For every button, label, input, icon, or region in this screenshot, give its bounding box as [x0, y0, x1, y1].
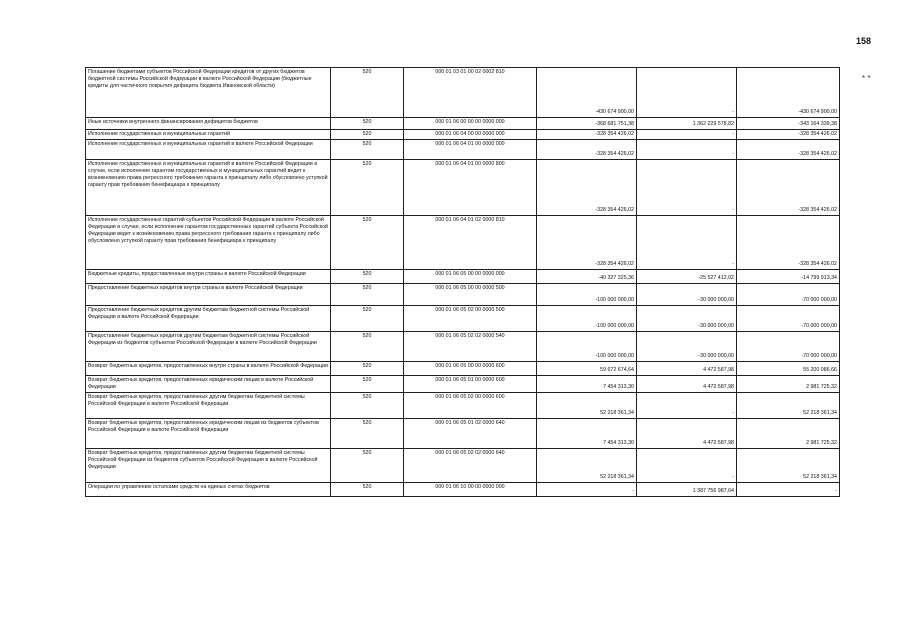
row-admin-code: 520	[331, 482, 404, 496]
row-approved: -100 000 000,00	[537, 332, 637, 362]
row-approved: 59 672 674,64	[537, 362, 637, 376]
table-row	[86, 376, 840, 393]
row-name: Возврат бюджетных кредитов, предоставленных юридическим лицам из бюджетов субъектов Российской Федерации в валюте Российской Федерации	[86, 418, 331, 448]
row-name: Исполнение государственных и муниципальных гарантий	[86, 130, 331, 140]
table-row	[86, 418, 840, 448]
row-admin-code: 520	[331, 284, 404, 306]
row-executed: -30 000 000,00	[637, 284, 737, 306]
row-executed: -	[637, 140, 737, 160]
row-classification-code: 000 01 06 05 02 02 0000 540	[404, 332, 537, 362]
row-executed: 1 387 756 987,64	[637, 482, 737, 496]
row-name: Исполнение государственных и муниципальных гарантий в валюте Российской Федерации	[86, 140, 331, 160]
table-row	[86, 130, 840, 140]
row-approved: -100 000 000,00	[537, 306, 637, 332]
row-name: Исполнение государственных гарантий субъектов Российской Федерации в валюте Российской Федерации в случае, если исполнение гарантом государственных гарантий субъекта Российской Федерации ведет к возникновению права регрессного требования гаранта к принципалу либо обусловлено уступкой гаранту прав требования бенефициара к принципалу	[86, 216, 331, 270]
table-row	[86, 140, 840, 160]
row-remaining: -	[737, 482, 840, 496]
row-remaining: -328 354 426,02	[737, 216, 840, 270]
row-classification-code: 000 01 06 04 01 00 0000 000	[404, 140, 537, 160]
row-approved: -328 354 426,02	[537, 216, 637, 270]
row-classification-code: 000 01 06 05 00 00 0000 600	[404, 362, 537, 376]
row-name: Возврат бюджетных кредитов, предоставленных другим бюджетам бюджетной системы Российской Федерации в валюте Российской Федерации	[86, 392, 331, 418]
row-remaining: 55 200 086,66	[737, 362, 840, 376]
row-approved: -40 327 325,36	[537, 270, 637, 284]
row-admin-code: 520	[331, 306, 404, 332]
row-remaining: 2 981 725,32	[737, 376, 840, 393]
row-name: Бюджетные кредиты, предоставленные внутри страны в валюте Российской Федерации	[86, 270, 331, 284]
budget-sources-table	[85, 67, 840, 497]
table-row	[86, 306, 840, 332]
row-admin-code: 520	[331, 216, 404, 270]
row-admin-code: 520	[331, 392, 404, 418]
row-admin-code: 520	[331, 376, 404, 393]
row-classification-code: 000 01 06 00 00 00 0000 000	[404, 118, 537, 130]
row-approved: -430 674 900,00	[537, 68, 637, 118]
row-executed: 4 472 587,98	[637, 362, 737, 376]
row-admin-code: 520	[331, 418, 404, 448]
table-row	[86, 216, 840, 270]
row-classification-code: 000 01 06 05 01 00 0000 600	[404, 376, 537, 393]
row-remaining: 52 218 361,34	[737, 392, 840, 418]
table-row	[86, 392, 840, 418]
row-name: Возврат бюджетных кредитов, предоставленных юридическим лицам в валюте Российской Федерации	[86, 376, 331, 393]
row-remaining: -328 354 426,02	[737, 130, 840, 140]
table-row	[86, 362, 840, 376]
row-name: Предоставление бюджетных кредитов внутри страны в валюте Российской Федерации	[86, 284, 331, 306]
row-approved: -100 000 000,00	[537, 284, 637, 306]
row-classification-code: 000 01 03 01 00 02 0002 810	[404, 68, 537, 118]
table-row	[86, 160, 840, 216]
row-executed: -	[637, 68, 737, 118]
row-approved: -328 354 426,02	[537, 130, 637, 140]
row-classification-code: 000 01 06 10 00 00 0000 000	[404, 482, 537, 496]
row-classification-code: 000 01 06 04 00 00 0000 000	[404, 130, 537, 140]
table-row	[86, 332, 840, 362]
row-admin-code: 520	[331, 118, 404, 130]
row-executed: 1 362 229 578,82	[637, 118, 737, 130]
row-name: Погашение бюджетами субъектов Российской Федерации кредитов от других бюджетов бюджетной системы Российской Федерации в валюте Российской Федерации (бюджетные кредиты для частичного покрытия дефицита бюджета Ивановской области)	[86, 68, 331, 118]
row-name: Предоставление бюджетных кредитов другим бюджетам бюджетной системы Российской Федерации в валюте Российской Федерации	[86, 306, 331, 332]
row-executed: -	[637, 392, 737, 418]
row-approved: -328 354 426,02	[537, 140, 637, 160]
row-name: Исполнение государственных и муниципальных гарантий в валюте Российской Федерации в случае, если исполнение гарантом государственных и муниципальных гарантий ведет к возникновению права регрессного требования гаранта к принципалу либо обусловлено уступкой гаранту прав требования бенефициара к принципалу	[86, 160, 331, 216]
row-admin-code: 520	[331, 448, 404, 482]
row-classification-code: 000 01 06 05 02 00 0000 500	[404, 306, 537, 332]
row-approved: 52 218 361,34	[537, 392, 637, 418]
row-name: Предоставление бюджетных кредитов другим бюджетам бюджетной системы Российской Федерации из бюджетов субъектов Российской Федерации в валюте Российской Федерации	[86, 332, 331, 362]
row-name: Возврат бюджетных кредитов, предоставленных другим бюджетам бюджетной системы Российской Федерации из бюджетов субъектов Российской Федерации в валюте Российской Федерации	[86, 448, 331, 482]
page-number: 158	[856, 36, 872, 46]
row-remaining: 52 218 361,34	[737, 448, 840, 482]
row-classification-code: 000 01 06 05 02 02 0000 640	[404, 448, 537, 482]
table-row	[86, 482, 840, 496]
table-row	[86, 68, 840, 118]
row-executed: -25 527 412,02	[637, 270, 737, 284]
row-remaining: -70 000 000,00	[737, 332, 840, 362]
row-remaining: -430 674 900,00	[737, 68, 840, 118]
row-remaining: -14 799 913,34	[737, 270, 840, 284]
row-classification-code: 000 01 06 05 02 00 0000 600	[404, 392, 537, 418]
row-name: Иные источники внутреннего финансирования дефицитов бюджетов	[86, 118, 331, 130]
row-remaining: -70 000 000,00	[737, 284, 840, 306]
row-approved: 7 454 313,30	[537, 376, 637, 393]
row-executed: -	[637, 130, 737, 140]
row-remaining: 2 981 725,32	[737, 418, 840, 448]
row-name: Операции по управлению остатками средств на единых счетах бюджетов	[86, 482, 331, 496]
row-remaining: -328 354 426,02	[737, 140, 840, 160]
row-approved: -328 354 426,02	[537, 160, 637, 216]
row-name: Возврат бюджетных кредитов, предоставленных внутри страны в валюте Российской Федерации	[86, 362, 331, 376]
row-executed: -30 000 000,00	[637, 332, 737, 362]
row-classification-code: 000 01 06 04 01 00 0000 800	[404, 160, 537, 216]
row-approved: -368 681 751,38	[537, 118, 637, 130]
row-remaining: -328 354 426,02	[737, 160, 840, 216]
row-executed: 4 472 587,98	[637, 418, 737, 448]
table-row	[86, 118, 840, 130]
table-row	[86, 270, 840, 284]
table-row	[86, 284, 840, 306]
row-classification-code: 000 01 06 04 01 02 0000 810	[404, 216, 537, 270]
row-executed: -	[637, 216, 737, 270]
row-approved: -	[537, 482, 637, 496]
row-admin-code: 520	[331, 160, 404, 216]
table-row	[86, 448, 840, 482]
row-admin-code: 520	[331, 332, 404, 362]
row-approved: 52 218 361,34	[537, 448, 637, 482]
row-admin-code: 520	[331, 68, 404, 118]
margin-mark: * *	[862, 74, 871, 83]
row-executed: -	[637, 448, 737, 482]
row-remaining: -343 164 339,38	[737, 118, 840, 130]
row-executed: -	[637, 160, 737, 216]
row-admin-code: 520	[331, 270, 404, 284]
row-executed: 4 472 587,98	[637, 376, 737, 393]
row-admin-code: 520	[331, 362, 404, 376]
row-remaining: -70 000 000,00	[737, 306, 840, 332]
row-classification-code: 000 01 06 05 00 00 0000 000	[404, 270, 537, 284]
row-executed: -30 000 000,00	[637, 306, 737, 332]
row-approved: 7 454 313,30	[537, 418, 637, 448]
row-admin-code: 520	[331, 140, 404, 160]
row-classification-code: 000 01 06 05 01 02 0000 640	[404, 418, 537, 448]
row-admin-code: 520	[331, 130, 404, 140]
row-classification-code: 000 01 06 05 00 00 0000 500	[404, 284, 537, 306]
